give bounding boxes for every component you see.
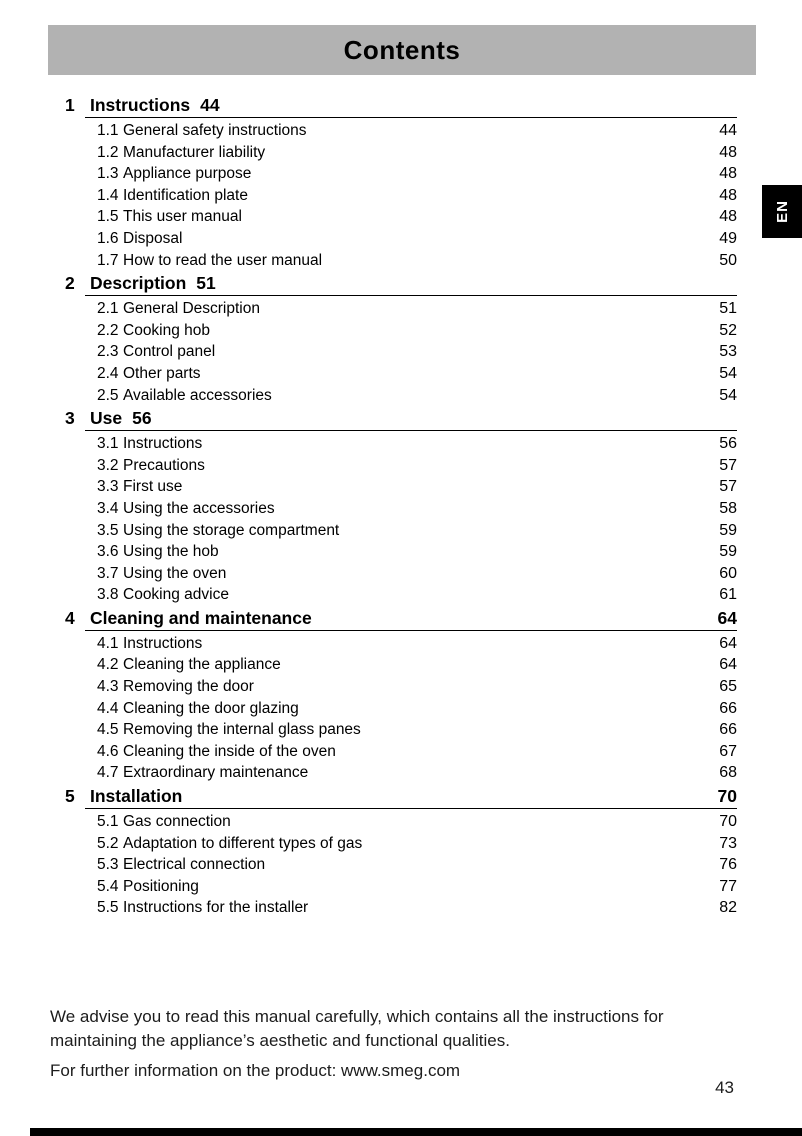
toc-section-title: Installation bbox=[90, 786, 183, 807]
toc-item-title: Available accessories bbox=[123, 386, 272, 404]
toc-item-title: Removing the door bbox=[123, 678, 254, 696]
toc-item bbox=[65, 897, 737, 919]
toc-section-title: Use bbox=[90, 408, 123, 429]
toc-item-title: Positioning bbox=[123, 877, 199, 895]
toc-section-rule bbox=[85, 430, 737, 431]
toc-item bbox=[65, 741, 737, 763]
toc-item-page: 51 bbox=[719, 300, 737, 318]
toc-section-number: 1 bbox=[65, 95, 75, 115]
toc-item-page: 52 bbox=[719, 321, 737, 339]
toc-item bbox=[65, 320, 737, 342]
toc-item-number: 2.4 bbox=[97, 364, 119, 382]
toc-item-title: Precautions bbox=[123, 456, 205, 474]
toc-item-title: Disposal bbox=[123, 229, 183, 247]
toc-item-number: 3.2 bbox=[97, 456, 119, 474]
toc-section-title: Description bbox=[90, 273, 187, 294]
toc-item-title: Cooking hob bbox=[123, 321, 211, 339]
toc-section-title: Cleaning and maintenance bbox=[90, 607, 312, 628]
toc-item-title: Control panel bbox=[123, 343, 216, 361]
toc-item-page: 48 bbox=[719, 186, 737, 204]
footer-note bbox=[50, 1005, 740, 1083]
toc-item-number: 1.6 bbox=[97, 229, 119, 247]
toc-item-page: 77 bbox=[719, 877, 737, 895]
toc-item bbox=[65, 520, 737, 542]
toc-item-page: 48 bbox=[719, 165, 737, 183]
toc-item-title: Cleaning the door glazing bbox=[123, 699, 299, 717]
toc-section-number: 4 bbox=[65, 607, 75, 628]
toc-item-number: 5.2 bbox=[97, 834, 119, 852]
toc-item-title: General Description bbox=[123, 300, 260, 318]
toc-item bbox=[65, 719, 737, 741]
toc-section-header bbox=[65, 786, 737, 807]
toc-item-title: Manufacturer liability bbox=[123, 143, 266, 161]
toc-item-page: 59 bbox=[719, 521, 737, 539]
footer-advice-line-2: maintaining the appliance’s aesthetic and functional qualities. bbox=[50, 1031, 510, 1050]
toc-item bbox=[65, 206, 737, 228]
toc-item-title: Using the hob bbox=[123, 543, 219, 561]
toc-item-page: 48 bbox=[719, 208, 737, 226]
toc-item bbox=[65, 833, 737, 855]
toc-item bbox=[65, 385, 737, 407]
toc-item-title: Instructions for the installer bbox=[123, 899, 309, 917]
toc-item-title: Cooking advice bbox=[123, 586, 229, 604]
toc-item-title: Extraordinary maintenance bbox=[123, 764, 309, 782]
toc-item-title: Instructions bbox=[123, 435, 203, 453]
toc-item-page: 66 bbox=[719, 721, 737, 739]
toc-section-rule bbox=[85, 808, 737, 809]
toc-item-page: 70 bbox=[719, 813, 737, 831]
toc-item-number: 3.1 bbox=[97, 435, 119, 453]
toc-section-page: 56 bbox=[132, 408, 152, 429]
toc-item bbox=[65, 120, 737, 142]
toc-item-number: 2.1 bbox=[97, 300, 119, 318]
toc-item-title: Gas connection bbox=[123, 813, 231, 831]
toc-item-page: 76 bbox=[719, 856, 737, 874]
toc-item-page: 56 bbox=[719, 435, 737, 453]
toc-section-header bbox=[65, 95, 737, 116]
toc-item-title: Removing the internal glass panes bbox=[123, 721, 361, 739]
toc-item bbox=[65, 185, 737, 207]
toc-item-number: 4.2 bbox=[97, 656, 119, 674]
toc-item-page: 44 bbox=[719, 122, 737, 139]
toc-item-number: 4.6 bbox=[97, 742, 119, 760]
toc-item-page: 50 bbox=[719, 251, 737, 269]
toc-item-number: 3.5 bbox=[97, 521, 119, 539]
toc-item bbox=[65, 250, 737, 272]
toc-item-number: 3.6 bbox=[97, 543, 119, 561]
bottom-bar bbox=[30, 1128, 802, 1136]
toc-item-title: How to read the user manual bbox=[123, 251, 323, 269]
toc-item bbox=[65, 876, 737, 898]
toc-item-page: 54 bbox=[719, 386, 737, 404]
toc-item bbox=[65, 698, 737, 720]
toc-item-number: 3.7 bbox=[97, 564, 119, 582]
page-title: Contents bbox=[343, 34, 461, 65]
toc-item bbox=[65, 476, 737, 498]
toc-item-page: 60 bbox=[719, 564, 737, 582]
toc-section-page: 51 bbox=[196, 273, 216, 294]
toc-item-title: Electrical connection bbox=[123, 856, 266, 874]
toc-item-page: 53 bbox=[719, 343, 737, 361]
toc-item bbox=[65, 433, 737, 455]
toc-item-number: 4.3 bbox=[97, 678, 119, 696]
toc-item-title: Adaptation to different types of gas bbox=[123, 834, 363, 852]
toc-item bbox=[65, 563, 737, 585]
toc-item-number: 1.1 bbox=[97, 122, 119, 139]
toc-item-title: Using the storage compartment bbox=[123, 521, 340, 539]
toc-item-number: 5.4 bbox=[97, 877, 119, 895]
toc-item-number: 1.4 bbox=[97, 186, 119, 204]
toc-item-page: 82 bbox=[719, 899, 737, 917]
toc-section-page: 70 bbox=[717, 786, 737, 807]
toc-item bbox=[65, 298, 737, 320]
toc-item-page: 64 bbox=[719, 634, 737, 652]
toc-section-number: 3 bbox=[65, 408, 75, 429]
toc-item-number: 5.1 bbox=[97, 813, 119, 831]
toc-item bbox=[65, 854, 737, 876]
toc-item-title: Appliance purpose bbox=[123, 165, 252, 183]
language-tab-label: EN bbox=[773, 200, 791, 223]
toc-section-header bbox=[65, 273, 737, 294]
toc-item-number: 5.5 bbox=[97, 899, 119, 917]
toc-section-page: 64 bbox=[717, 607, 737, 628]
toc-item-number: 4.5 bbox=[97, 721, 119, 739]
toc-item-page: 73 bbox=[719, 834, 737, 852]
toc-item bbox=[65, 498, 737, 520]
toc-item-page: 54 bbox=[719, 364, 737, 382]
toc-item-page: 57 bbox=[719, 456, 737, 474]
toc-item bbox=[65, 142, 737, 164]
toc-item-title: Identification plate bbox=[123, 186, 248, 204]
toc-item-number: 1.2 bbox=[97, 143, 119, 161]
toc-item-title: Other parts bbox=[123, 364, 201, 382]
toc-item bbox=[65, 455, 737, 477]
toc-item-number: 3.8 bbox=[97, 586, 119, 604]
toc-item-title: General safety instructions bbox=[123, 122, 307, 139]
toc-item-page: 65 bbox=[719, 678, 737, 696]
toc-section-rule bbox=[85, 117, 737, 118]
toc-item-page: 66 bbox=[719, 699, 737, 717]
toc-item bbox=[65, 811, 737, 833]
toc-item-number: 4.7 bbox=[97, 764, 119, 782]
language-tab bbox=[762, 185, 802, 238]
toc-item bbox=[65, 341, 737, 363]
toc-item bbox=[65, 363, 737, 385]
toc-item-page: 61 bbox=[719, 586, 737, 604]
toc-section-rule bbox=[85, 630, 737, 631]
toc-item-title: Cleaning the inside of the oven bbox=[123, 742, 336, 760]
toc-section-number: 2 bbox=[65, 273, 75, 294]
toc-item-number: 4.4 bbox=[97, 699, 119, 717]
toc-item-title: First use bbox=[123, 478, 183, 496]
toc-section-header bbox=[65, 408, 737, 429]
toc-item-number: 2.3 bbox=[97, 343, 119, 361]
toc-section-page: 44 bbox=[200, 95, 220, 115]
toc-item-title: Using the oven bbox=[123, 564, 227, 582]
toc-item-page: 49 bbox=[719, 229, 737, 247]
toc-item-title: This user manual bbox=[123, 208, 242, 226]
toc-item-page: 59 bbox=[719, 543, 737, 561]
toc-item bbox=[65, 762, 737, 784]
footer-advice-line-1: We advise you to read this manual carefully, which contains all the instructions for bbox=[50, 1007, 664, 1026]
toc-item-number: 3.4 bbox=[97, 499, 119, 517]
footer-info-line: For further information on the product: www.smeg.com bbox=[50, 1061, 461, 1080]
toc-item-page: 68 bbox=[719, 764, 737, 782]
toc-item-number: 2.5 bbox=[97, 386, 119, 404]
toc-item-page: 48 bbox=[719, 143, 737, 161]
toc-item-number: 1.7 bbox=[97, 251, 119, 269]
toc bbox=[65, 93, 737, 919]
toc-section-number: 5 bbox=[65, 786, 75, 807]
toc-item-title: Instructions bbox=[123, 634, 203, 652]
toc-item-number: 3.3 bbox=[97, 478, 119, 496]
toc-section-title: Instructions bbox=[90, 95, 191, 115]
toc-item-title: Cleaning the appliance bbox=[123, 656, 281, 674]
toc-item-number: 4.1 bbox=[97, 634, 119, 652]
toc-item-title: Using the accessories bbox=[123, 499, 275, 517]
toc-item-page: 58 bbox=[719, 499, 737, 517]
toc-item-page: 67 bbox=[719, 742, 737, 760]
toc-item-number: 1.3 bbox=[97, 165, 119, 183]
toc-item bbox=[65, 633, 737, 655]
toc-item bbox=[65, 654, 737, 676]
toc-item bbox=[65, 228, 737, 250]
toc-item bbox=[65, 163, 737, 185]
toc-item bbox=[65, 676, 737, 698]
toc-item-page: 64 bbox=[719, 656, 737, 674]
contents-header-bar bbox=[48, 25, 756, 75]
toc-item-number: 1.5 bbox=[97, 208, 119, 226]
toc-section-rule bbox=[85, 295, 737, 296]
page-number: 43 bbox=[715, 1078, 734, 1097]
toc-item-number: 2.2 bbox=[97, 321, 119, 339]
toc-item bbox=[65, 541, 737, 563]
toc-item bbox=[65, 584, 737, 606]
toc-item-number: 5.3 bbox=[97, 856, 119, 874]
toc-item-page: 57 bbox=[719, 478, 737, 496]
toc-section-header bbox=[65, 608, 737, 629]
